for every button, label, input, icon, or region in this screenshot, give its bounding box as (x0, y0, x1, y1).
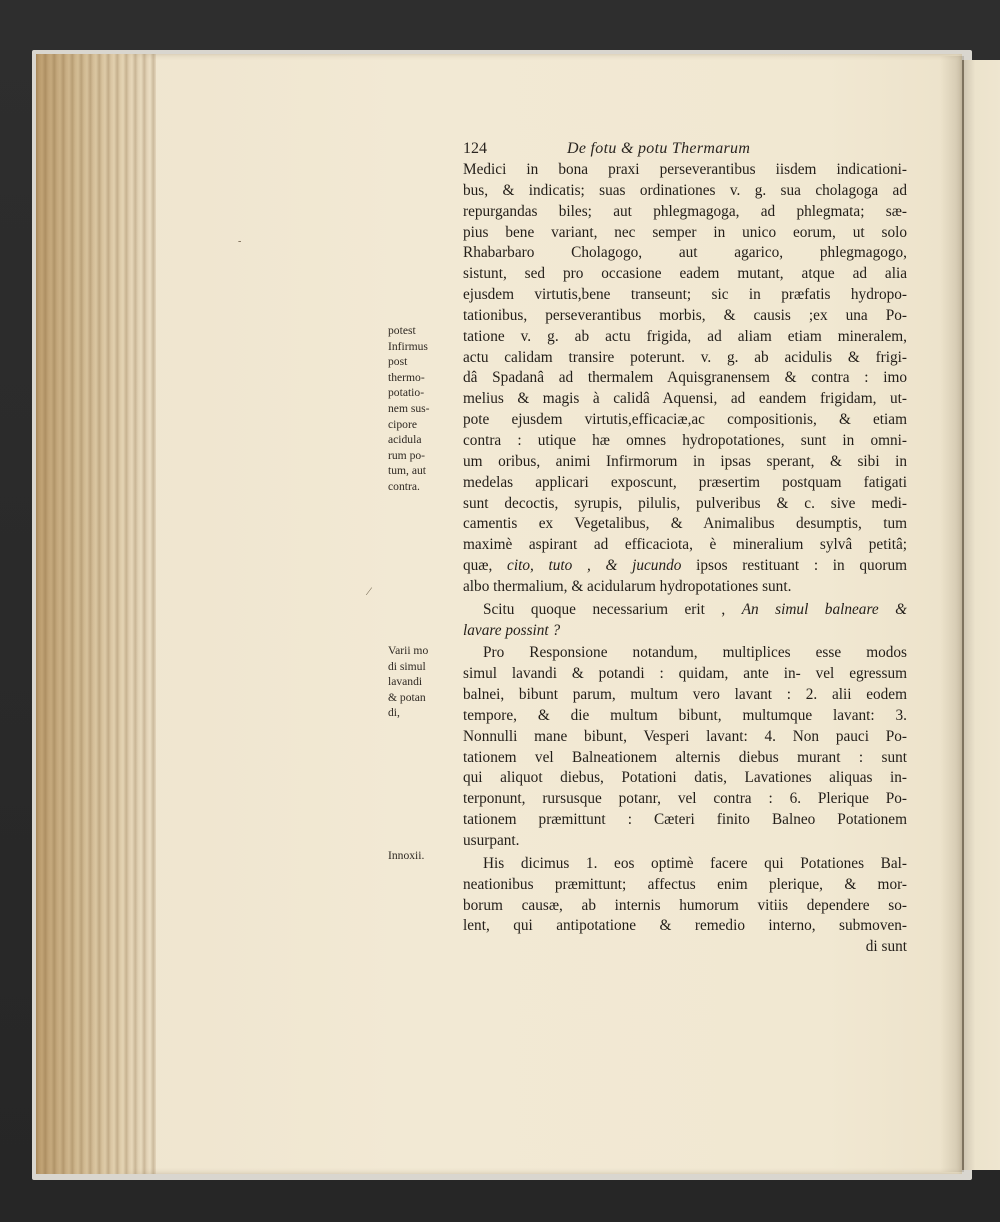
text-line: repurgandas biles; aut phlegmagoga, ad phlegmata; sæ- (463, 202, 907, 220)
text-line: maximè aspirant ad efficaciota, è mineralium sylvâ petitâ; (463, 536, 907, 554)
text-line: His dicimus 1. eos optimè facere qui Potationes Bal- (483, 854, 907, 872)
text-line: balnei, bibunt parum, multum vero lavant : 2. alii eodem (463, 686, 907, 704)
margin-note-innoxii (388, 848, 460, 864)
margin-line: di simul (388, 659, 426, 673)
catchword: di sunt (865, 938, 907, 956)
margin-line: tum, aut (388, 464, 426, 478)
margin-note-potest (388, 323, 460, 495)
text-line: neationibus præmittunt; affectus enim plerique, & mor- (463, 875, 907, 893)
text-line: melius & magis à calidâ Aquensi, ad eandem frigidam, ut- (463, 390, 907, 408)
margin-line: potatio- (388, 386, 425, 400)
text-line: tempore, & die multum bibunt, multumque lavant: 3. (463, 706, 907, 724)
question-line: lavare possint ? (463, 621, 561, 639)
text-line (463, 556, 907, 577)
text-line: bus, & indicatis; suas ordinationes v. g. sua cholagoga ad (463, 181, 907, 199)
text-fragment: ipsos restituant : in quorum (681, 557, 907, 575)
text-line: Rhabarbaro Cholagogo, aut agarico, phlegmagogo, (463, 244, 907, 262)
margin-line: lavandi (388, 675, 423, 689)
text-line: Medici in bona praxi perseverantibus iisdem indicationi- (463, 161, 907, 178)
text-line: medelas applicari exposcunt, præsertim postquam fatigati (463, 473, 907, 491)
text-line: Nonnulli mane bibunt, Vesperi lavant: 4. Non pauci Po- (463, 727, 907, 745)
margin-line: & potan (388, 690, 426, 704)
text-line: tationibus, perseverantibus morbis, & causis ;ex una Po- (463, 306, 907, 324)
stained-page-edge (36, 54, 156, 1174)
margin-line: Infirmus (388, 339, 428, 353)
margin-line: post (388, 355, 408, 369)
facing-page-edge (962, 60, 1000, 1170)
text-line: qui aliquot diebus, Potationi datis, Lavationes aliquas in- (463, 769, 907, 787)
margin-line: thermo- (388, 370, 425, 384)
margin-line: contra. (388, 479, 420, 493)
ink-speck: ‑ (238, 236, 242, 247)
text-line: tatione v. g. ab actu frigida, ad aliam etiam mineralem, (463, 327, 907, 345)
margin-line: di, (388, 706, 400, 720)
text-line: terponunt, rursusque potanr, vel contra : 6. Plerique Po- (463, 790, 907, 808)
text-line: usurpant. (463, 832, 520, 849)
text-line: ejusdem virtutis,bene transeunt; sic in præfatis hydropo- (463, 286, 907, 304)
text-fragment: Scitu quoque necessarium erit , (483, 600, 742, 618)
margin-line: Innoxii. (388, 849, 425, 862)
italic-phrase: cito, tuto , & jucundo (507, 557, 682, 575)
main-text-block (463, 160, 907, 958)
gutter-shadow (940, 56, 964, 1172)
text-line: sistunt, sed pro occasione eadem mutant, atque ad alia (463, 265, 907, 283)
text-line: pote ejusdem virtutis,efficaciæ,ac compositionis, & etiam (463, 411, 907, 429)
text-line: tationem præmittunt : Cæteri finito Balneo Potationem (463, 811, 907, 829)
margin-note-varii (388, 643, 460, 721)
text-line: simul lavandi & potandi : quidam, ante in- vel egressum (463, 665, 907, 683)
margin-line: rum po- (388, 448, 426, 462)
text-line: Pro Responsione notandum, multiplices esse modos (483, 644, 907, 662)
text-line: borum causæ, ab internis humorum vitiis dependere so- (463, 896, 907, 914)
page-number: 124 (463, 140, 487, 157)
text-line: dâ Spadanâ ad thermalem Aquisgranensem & contra : imo (463, 369, 907, 387)
text-line: sunt decoctis, syrupis, pilulis, pulveribus & c. sive medi- (463, 494, 907, 512)
text-line: pius bene variant, nec semper in unico eorum, ut solo (463, 223, 907, 241)
text-line: lent, qui antipotatione & remedio interno, submoven- (463, 917, 907, 935)
margin-line: cipore (388, 417, 417, 431)
text-fragment: quæ, (463, 557, 508, 575)
ink-speck: ⁄ (368, 584, 371, 598)
running-title: De fotu & potu Thermarum (567, 140, 751, 157)
margin-line: nem sus- (388, 401, 430, 415)
text-line: actu calidam transire poterunt. v. g. ab acidulis & frigi- (463, 348, 907, 366)
question-line (463, 600, 907, 621)
text-line: um oribus, animi Infirmorum in ipsas sperant, & sibi in (463, 452, 907, 470)
margin-line: acidula (388, 433, 422, 447)
text-line: contra : utique hæ omnes hydropotationes, sunt in omni- (463, 431, 907, 449)
text-line: tationem vel Balneationem alternis diebus murant : sunt (463, 748, 907, 766)
italic-question: An simul balneare & (741, 600, 907, 618)
text-line: albo thermalium, & acidularum hydropotationes sunt. (463, 577, 792, 595)
text-line: camentis ex Vegetalibus, & Animalibus desumptis, tum (463, 515, 907, 533)
margin-line: Varii mo (388, 644, 429, 657)
margin-line: potest (388, 324, 416, 337)
